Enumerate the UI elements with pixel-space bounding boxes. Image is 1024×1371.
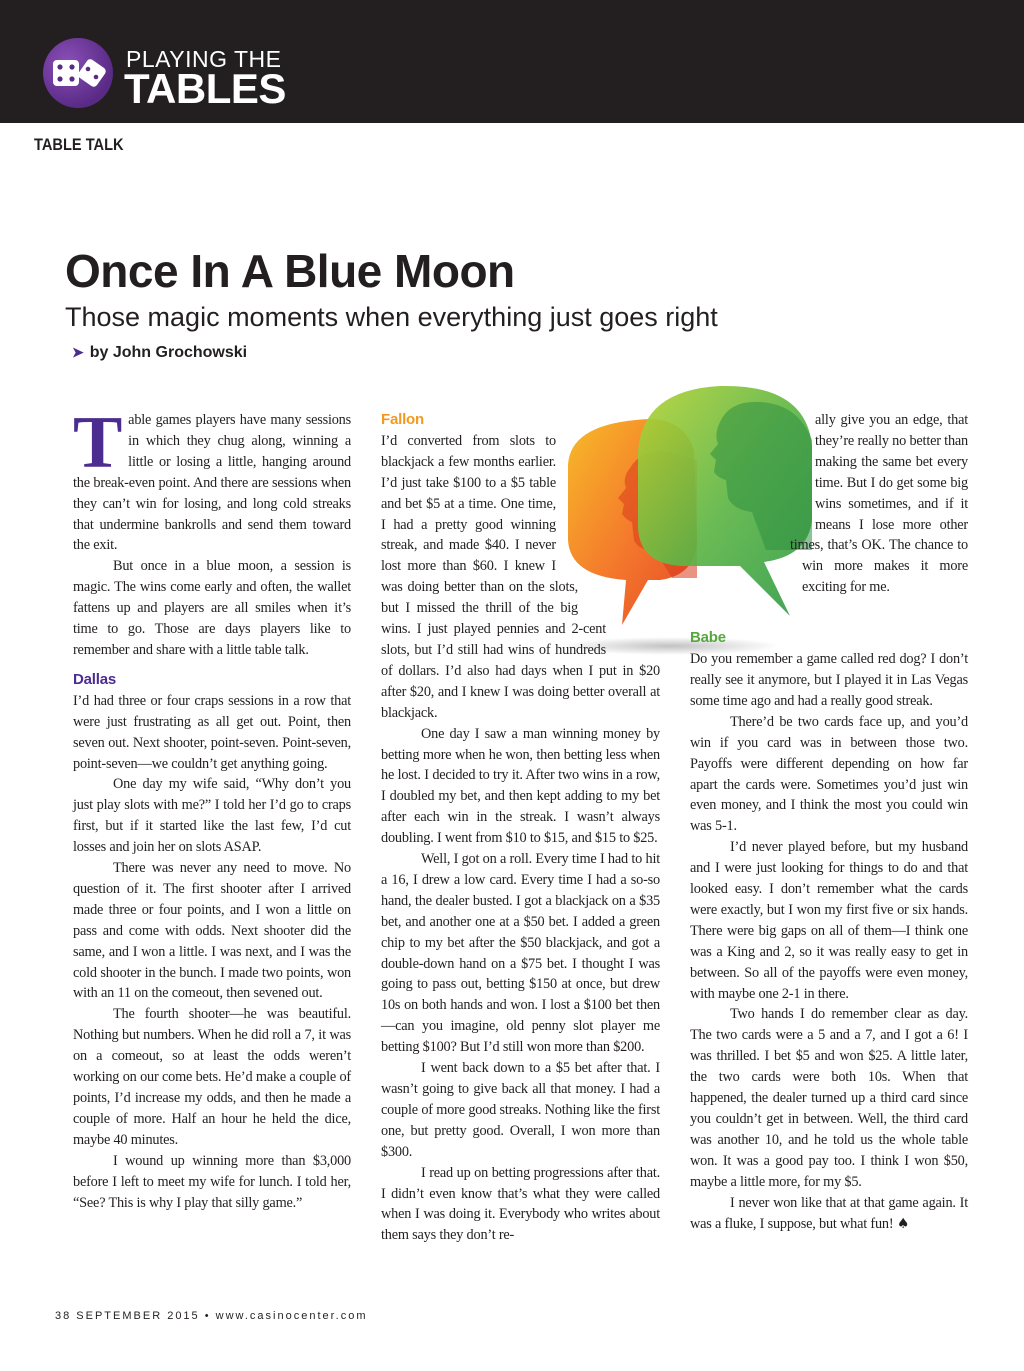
article-subtitle: Those magic moments when everything just goes right xyxy=(65,302,718,332)
continued-paragraph: ally give you an edge, that they’re really no better than making the same bet every time. But I do get some big wins sometimes, and if it means I lose more other times, that’s OK. The chance to win more makes it more exciting for me. xyxy=(790,412,968,596)
intro-paragraph-2: But once in a blue moon, a session is magic. The wins come early and often, the wallet fattens up and players are all smiles when it’s time to go. Those are days players like to remember and share with a little table talk. xyxy=(73,558,351,658)
dallas-paragraph-2: One day my wife said, “Why don’t you just play slots with me?” I told her I’d go to craps first, but if it started like the last few, I’d cut losses and join her on slots ASAP. xyxy=(73,776,351,856)
dallas-paragraph-1: I’d had three or four craps sessions in a row that were just frustrating as all get out. Point, then seven out. Next shooter, point-seven. Point-seven, point-seven—we couldn’t get anything going. xyxy=(73,692,351,772)
wrap-spacer xyxy=(556,431,660,557)
article-title: Once In A Blue Moon xyxy=(65,245,515,297)
fallon-paragraph-1: I’d converted from slots to blackjack a few months earlier. I’d just take $100 to a $5 table and bet $5 at a time. One time, I had a pretty good winning streak, and made $40. I never lost more than $60. I knew I was doing better than on the slots, but I missed the thrill of the big wins. I just played pennies and 2-cent slots, but I’d still had wins of hundreds of dollars. I’d also had days when I put in $20 after $20, and I knew I was doing better overall at blackjack. xyxy=(381,432,660,721)
wrap-spacer xyxy=(690,410,815,515)
wrap-spacer xyxy=(690,515,790,557)
wrap-spacer xyxy=(606,599,660,641)
babe-paragraph-3: I’d never played before, but my husband and I were just looking for things to do and that looked easy. I don’t remember what the cards were exactly, but I won my first five or six hands. There were big gaps on all of them—I think one was a King and 2, so it was really easy to get in between. So all of the payoffs were even money, with maybe one 2-1 in there. xyxy=(690,839,968,1002)
fallon-paragraph-3: Well, I got on a roll. Every time I had to hit a 16, I drew a low card. Every time I had a so-so hand, the dealer busted. I got a blackjack on a $35 bet, and another one at a $50 bet. I added a green chip to my bet after the $50 blackjack, and got a double-down hand on a $75 bet. I thought I was going to pass out, betting $150 at once, but drew 10s on both hands and won. I lost a $100 bet then—can you imagine, old penny slot player me betting $100? But I’d still won more than $200. xyxy=(381,851,660,1056)
header-banner xyxy=(0,0,1024,123)
column-1 xyxy=(73,402,351,1213)
dallas-paragraph-4: The fourth shooter—he was beautiful. Nothing but numbers. When he did roll a 7, it was on a comeout, so at least the odds weren’t working on our come bets. He’d make a couple of points, I’d increase my odds, and then he made a couple of more. Half an hour he held the dice, maybe 40 minutes. xyxy=(73,1006,351,1148)
babe-paragraph-4: Two hands I do remember clear as day. The two cards were a 5 and a 7, and I got a 6! I was thrilled. I bet $5 and won $25. A little later, the two cards were both 10s. When that happened, the dealer turned up a third card since you couldn’t get in between. Well, the third card was another 10, and he told us the whole table won. It was a good pay too. I think I won $50, maybe a little more, for my $5. xyxy=(690,1006,968,1190)
dallas-heading: Dallas xyxy=(73,670,116,688)
fallon-paragraph-5: I read up on betting progressions after that. I didn’t even know that’s what they were called when I was doing it. Everybody who writes about them says they don’t re- xyxy=(381,1164,660,1244)
logo-badge xyxy=(43,38,113,108)
wrap-spacer xyxy=(578,557,660,599)
babe-paragraph-2: There’d be two cards face up, and you’d win if you card was in between those two. Payoffs were different depending on how far apart the cards were. Sometimes you’d just win even money, and I think the most you could win was 5-1. xyxy=(690,713,968,835)
babe-paragraph-5-text: I never won like that at that game again. It was a fluke, I suppose, but what fun! xyxy=(690,1194,968,1232)
dallas-paragraph-3: There was never any need to move. No question of it. The first shooter after I arrived made three or four points, and I won a little on pass and come with odds. Next shooter did the same, and I won a little. I was next, and I was the cold shooter in the bunch. I made two points, won with an 11 on the comeout, then sevened out. xyxy=(73,860,351,1002)
page-folio: 38 SEPTEMBER 2015 • www.casinocenter.com xyxy=(55,1310,368,1322)
brand-line1: PLAYING THE xyxy=(126,46,282,72)
spade-icon: ♠ xyxy=(896,1215,910,1232)
dice-icon xyxy=(43,38,113,108)
fallon-heading: Fallon xyxy=(381,411,424,428)
intro-text-1: able games players have many sessions in which they chug along, winning a little or losing a little, hanging around the break-even point. And there are sessions when they can’t win for losing, and long cold streaks that undermine bankrolls and send them toward the exit. xyxy=(73,412,351,554)
column-2 xyxy=(381,410,660,1246)
byline-text: by John Grochowski xyxy=(89,344,248,361)
drop-cap: T xyxy=(73,402,123,484)
babe-paragraph-5 xyxy=(690,1193,968,1235)
intro-paragraph-1 xyxy=(73,402,351,556)
column-3 xyxy=(690,410,968,1234)
wrap-spacer xyxy=(556,410,660,431)
fallon-paragraph-2: One day I saw a man winning money by betting more when he won, then betting less when he lost. I decided to try it. After two wins in a row, I doubled my bet, and then kept adding to my bet after each win in the streak. I wasn’t always doubling. I went from $10 to $15, and $15 to $25. xyxy=(381,725,660,847)
babe-heading: Babe xyxy=(690,629,726,647)
brand-line2: TABLES xyxy=(124,65,286,112)
byline xyxy=(72,344,247,362)
dallas-paragraph-5: I wound up winning more than $3,000 before I left to meet my wife for lunch. I told her, “See? This is why I play that silly game.” xyxy=(73,1152,351,1211)
wrap-spacer xyxy=(690,557,802,578)
arrow-icon: ➤ xyxy=(72,344,84,360)
babe-paragraph-1: Do you remember a game called red dog? I don’t really see it anymore, but I played it in Las Vegas some time ago and had a really good streak. xyxy=(690,651,968,709)
section-label: TABLE TALK xyxy=(34,135,124,154)
fallon-paragraph-4: I went back down to a $5 bet after that. I wasn’t going to give back all that money. I had a couple of more good streaks. Nothing like the first one, but pretty good. Overall, I won more than $300. xyxy=(381,1060,660,1160)
